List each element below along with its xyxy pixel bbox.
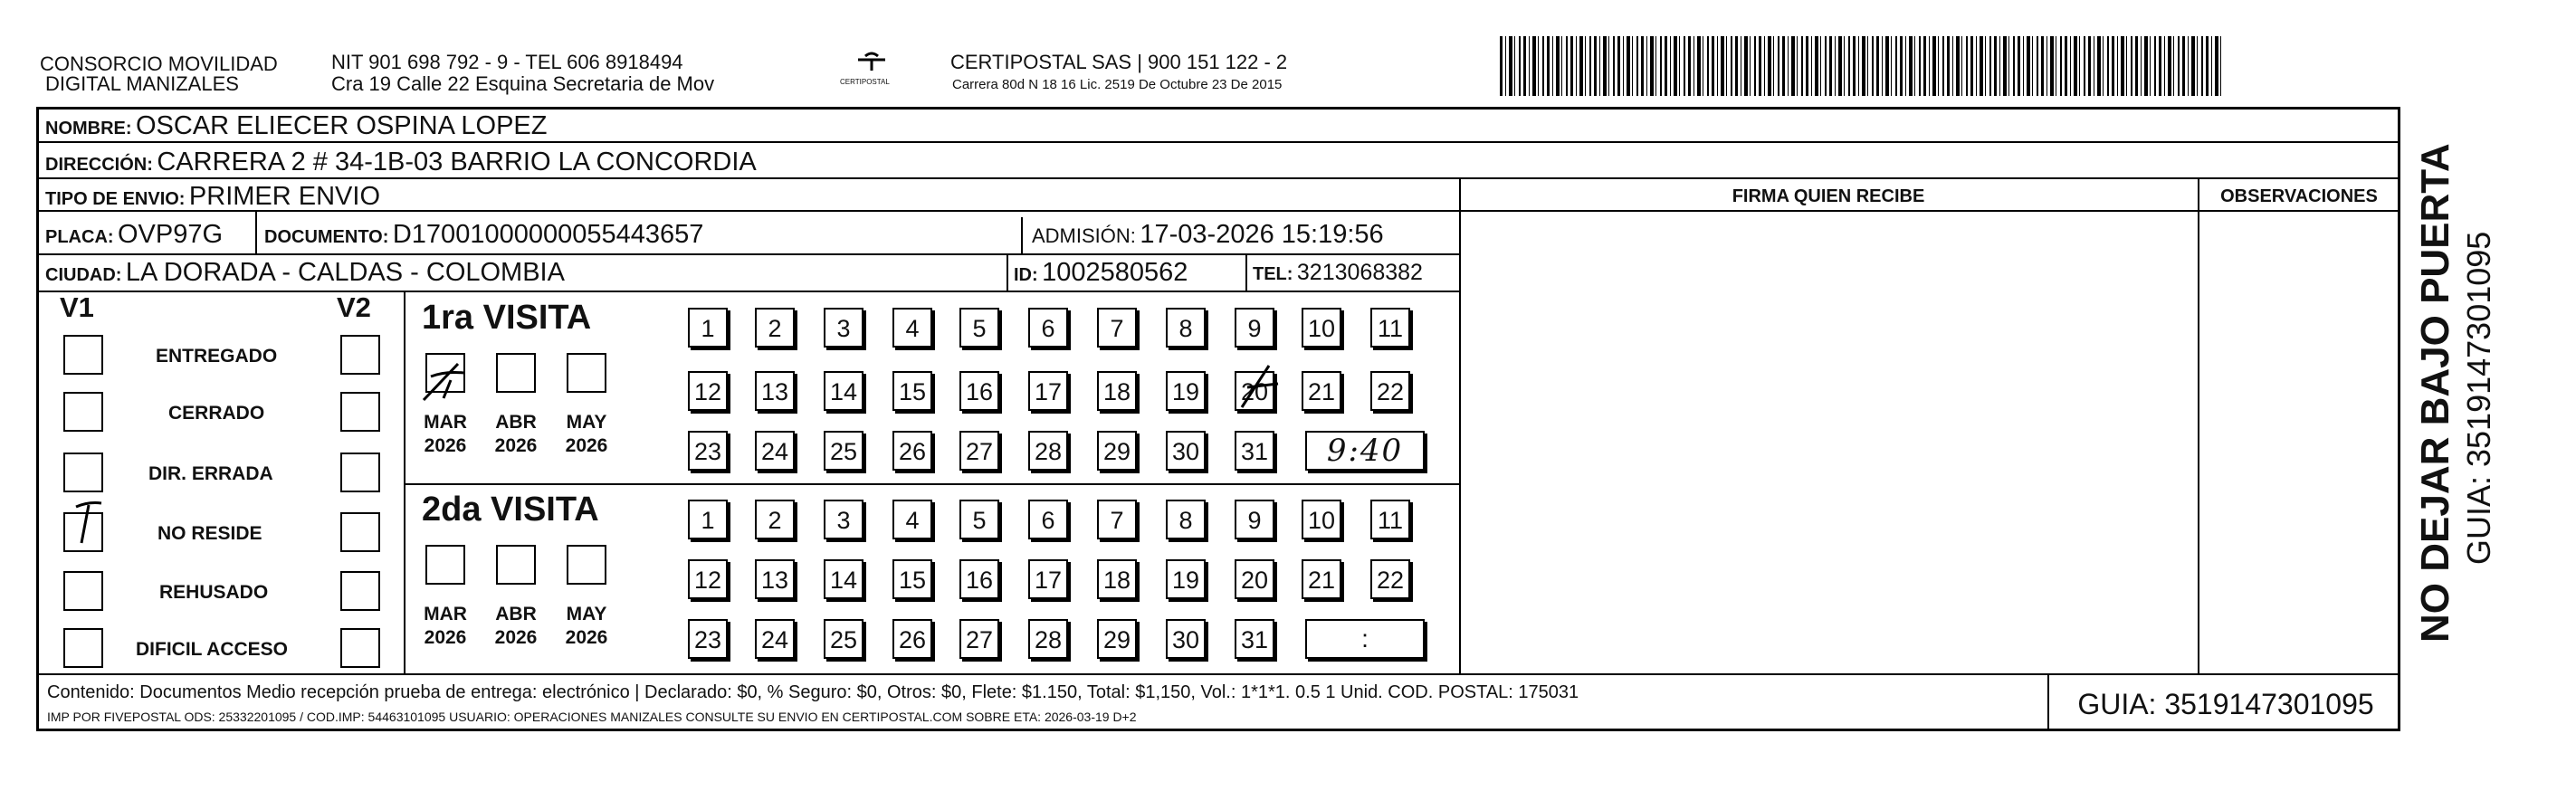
month-name: MAY (566, 412, 607, 433)
day-box-5[interactable]: 5 (959, 308, 999, 348)
month-name: MAR (424, 412, 467, 433)
day-box-23[interactable]: 23 (688, 431, 728, 471)
day-box-6[interactable]: 6 (1028, 308, 1068, 348)
month-checkbox-mar[interactable] (425, 545, 465, 585)
day-box-11[interactable]: 11 (1370, 308, 1410, 348)
march-check-mark (418, 358, 472, 407)
day-box-9[interactable]: 9 (1235, 308, 1274, 348)
admision-value: 17-03-2026 15:19:56 (1140, 220, 1384, 249)
nombre-row (45, 110, 547, 146)
footer-print-line: IMP POR FIVEPOSTAL ODS: 25332201095 / COD.IMP: 54463101095 USUARIO: OPERACIONES MANIZALES CONSULTE SU ENVIO EN CERTIPOSTAL.COM SOBRE ETA: 2026-03-19 D+2 (47, 710, 1137, 724)
day-box-5[interactable]: 5 (959, 500, 999, 539)
day-box-30[interactable]: 30 (1166, 619, 1206, 659)
day-box-4[interactable]: 4 (892, 308, 932, 348)
v2-checkbox[interactable] (340, 628, 380, 668)
month-label (559, 411, 614, 458)
placa-row (45, 219, 223, 254)
day-box-26[interactable]: 26 (892, 619, 932, 659)
second-visit-time: : (1361, 624, 1369, 653)
day-box-2[interactable]: 2 (755, 500, 795, 539)
month-name: ABR (495, 604, 537, 624)
day-box-17[interactable]: 17 (1028, 371, 1068, 411)
ciudad-value: LA DORADA - CALDAS - COLOMBIA (125, 258, 565, 287)
certipostal-logo (840, 51, 903, 92)
carrier-line: CERTIPOSTAL SAS | 900 151 122 - 2 (950, 51, 1288, 73)
day-box-12[interactable]: 12 (688, 559, 728, 599)
day-box-19[interactable]: 19 (1166, 371, 1206, 411)
month-year: 2026 (565, 435, 608, 456)
checklist-item-label: NO RESIDE (157, 523, 262, 544)
checklist-item-label: DIR. ERRADA (148, 463, 273, 484)
checklist-item-label: ENTREGADO (156, 346, 278, 367)
v1-checkbox[interactable] (63, 628, 103, 668)
day-box-11[interactable]: 11 (1370, 500, 1410, 539)
v2-checkbox[interactable] (340, 453, 380, 492)
v1-checkbox[interactable] (63, 571, 103, 611)
day-box-21[interactable]: 21 (1302, 371, 1341, 411)
day-box-1[interactable]: 1 (688, 500, 728, 539)
side-guia: GUIA: 3519147301095 (2460, 231, 2497, 565)
day-box-10[interactable]: 10 (1302, 500, 1341, 539)
day-box-1[interactable]: 1 (688, 308, 728, 348)
month-label (489, 603, 543, 650)
tel-row (1253, 257, 1423, 291)
day-box-31[interactable]: 31 (1235, 431, 1274, 471)
v1-checkbox[interactable] (63, 335, 103, 375)
v1-checkbox[interactable] (63, 453, 103, 492)
day-box-20[interactable]: 20 (1235, 371, 1274, 411)
day-box-15[interactable]: 15 (892, 371, 932, 411)
day-box-25[interactable]: 25 (824, 431, 863, 471)
day-box-9[interactable]: 9 (1235, 500, 1274, 539)
day-box-27[interactable]: 27 (959, 431, 999, 471)
month-checkbox-abr[interactable] (496, 353, 536, 393)
day-box-16[interactable]: 16 (959, 371, 999, 411)
tel-value: 3213068382 (1296, 260, 1423, 285)
v2-checkbox[interactable] (340, 571, 380, 611)
month-label (489, 411, 543, 458)
tipo-envio-row (45, 181, 380, 216)
company-nit: NIT 901 698 792 - 9 - TEL 606 8918494 (331, 51, 683, 73)
day-box-10[interactable]: 10 (1302, 308, 1341, 348)
day-box-22[interactable]: 22 (1370, 559, 1410, 599)
day-box-2[interactable]: 2 (755, 308, 795, 348)
first-visit-time: 9:40 (1326, 433, 1404, 469)
day-box-24[interactable]: 24 (755, 431, 795, 471)
day-box-3[interactable]: 3 (824, 500, 863, 539)
footer-content-line: Contenido: Documentos Medio recepción prueba de entrega: electrónico | Declarado: $0, % Seguro: $0, Otros: $0, Flete: $1.150, Total: $1,150, Vol.: 1*1*1. 0.5 1 Unid. COD. POSTAL: 175031 (47, 682, 1579, 702)
day-box-17[interactable]: 17 (1028, 559, 1068, 599)
day-box-21[interactable]: 21 (1302, 559, 1341, 599)
v2-checkbox[interactable] (340, 335, 380, 375)
day-box-29[interactable]: 29 (1097, 431, 1137, 471)
day-box-31[interactable]: 31 (1235, 619, 1274, 659)
checklist-item-label: CERRADO (168, 403, 265, 424)
v2-checkbox[interactable] (340, 392, 380, 432)
day-box-20[interactable]: 20 (1235, 559, 1274, 599)
month-year: 2026 (424, 627, 467, 648)
no-reside-check-mark (71, 496, 107, 547)
documento-label: DOCUMENTO: (264, 227, 389, 247)
day-box-18[interactable]: 18 (1097, 559, 1137, 599)
day-box-24[interactable]: 24 (755, 619, 795, 659)
shipment-barcode (1500, 36, 2224, 96)
tipo-envio-value: PRIMER ENVIO (188, 182, 381, 211)
documento-row (264, 219, 703, 254)
firma-header: FIRMA QUIEN RECIBE (1732, 186, 1925, 206)
day-box-14[interactable]: 14 (824, 371, 863, 411)
day-box-8[interactable]: 8 (1166, 308, 1206, 348)
id-label: ID: (1014, 265, 1038, 285)
month-label (418, 411, 472, 458)
second-visit-time-box[interactable] (1305, 619, 1425, 659)
day-box-28[interactable]: 28 (1028, 619, 1068, 659)
day-box-14[interactable]: 14 (824, 559, 863, 599)
company-name-line2: DIGITAL MANIZALES (45, 72, 239, 95)
logo-caption: CERTIPOSTAL (840, 78, 890, 86)
id-value: 1002580562 (1042, 258, 1188, 287)
placa-label: PLACA: (45, 227, 114, 247)
nombre-label: NOMBRE: (45, 119, 132, 138)
day-box-4[interactable]: 4 (892, 500, 932, 539)
direccion-label: DIRECCIÓN: (45, 155, 153, 175)
day-box-30[interactable]: 30 (1166, 431, 1206, 471)
day-box-23[interactable]: 23 (688, 619, 728, 659)
month-year: 2026 (424, 435, 467, 456)
month-checkbox-abr[interactable] (496, 545, 536, 585)
id-row (1014, 257, 1188, 292)
ciudad-row (45, 257, 565, 292)
direccion-row (45, 147, 757, 182)
month-year: 2026 (494, 627, 538, 648)
checklist-item-label: DIFICIL ACCESO (136, 639, 289, 660)
month-label (559, 603, 614, 650)
company-name-line1: CONSORCIO MOVILIDAD (40, 52, 278, 75)
month-checkbox-may[interactable] (567, 545, 606, 585)
day-box-29[interactable]: 29 (1097, 619, 1137, 659)
checklist-item-label: REHUSADO (159, 582, 269, 603)
v2-checkbox[interactable] (340, 512, 380, 552)
month-checkbox-may[interactable] (567, 353, 606, 393)
month-year: 2026 (565, 627, 608, 648)
first-visit-time-box[interactable] (1305, 431, 1425, 471)
day-box-26[interactable]: 26 (892, 431, 932, 471)
admision-label: ADMISIÓN: (1032, 224, 1136, 247)
admision-row (1032, 219, 1384, 254)
first-visit-title: 1ra VISITA (422, 299, 592, 337)
guia-number-box (2047, 677, 2402, 731)
observaciones-header: OBSERVACIONES (2220, 186, 2378, 206)
day-box-28[interactable]: 28 (1028, 431, 1068, 471)
month-name: ABR (495, 412, 537, 433)
day-box-7[interactable]: 7 (1097, 308, 1137, 348)
v1-checkbox[interactable] (63, 392, 103, 432)
ciudad-label: CIUDAD: (45, 265, 122, 285)
day-box-13[interactable]: 13 (755, 371, 795, 411)
day-box-16[interactable]: 16 (959, 559, 999, 599)
tel-label: TEL: (1253, 264, 1293, 284)
day-box-27[interactable]: 27 (959, 619, 999, 659)
day-box-12[interactable]: 12 (688, 371, 728, 411)
month-name: MAY (566, 604, 607, 624)
day-box-25[interactable]: 25 (824, 619, 863, 659)
guia-number: GUIA: 3519147301095 (2077, 688, 2374, 720)
day-box-7[interactable]: 7 (1097, 500, 1137, 539)
day-box-8[interactable]: 8 (1166, 500, 1206, 539)
day-box-15[interactable]: 15 (892, 559, 932, 599)
placa-value: OVP97G (118, 220, 224, 249)
direccion-value: CARRERA 2 # 34-1B-03 BARRIO LA CONCORDIA (157, 148, 757, 176)
documento-value: D17001000000055443657 (392, 220, 704, 249)
nombre-value: OSCAR ELIECER OSPINA LOPEZ (136, 111, 548, 140)
day-box-3[interactable]: 3 (824, 308, 863, 348)
month-year: 2026 (494, 435, 538, 456)
day-box-13[interactable]: 13 (755, 559, 795, 599)
v2-header: V2 (337, 291, 371, 323)
day-box-22[interactable]: 22 (1370, 371, 1410, 411)
carrier-address: Carrera 80d N 18 16 Lic. 2519 De Octubre 23 De 2015 (952, 77, 1283, 92)
month-label (418, 603, 472, 650)
month-name: MAR (424, 604, 467, 624)
company-address: Cra 19 Calle 22 Esquina Secretaria de Mov (331, 72, 715, 95)
day-20-strike-mark (1238, 362, 1283, 413)
second-visit-title: 2da VISITA (422, 491, 599, 529)
tipo-envio-label: TIPO DE ENVIO: (45, 189, 186, 209)
day-box-18[interactable]: 18 (1097, 371, 1137, 411)
side-warning: NO DEJAR BAJO PUERTA (2413, 143, 2457, 643)
day-box-19[interactable]: 19 (1166, 559, 1206, 599)
day-box-6[interactable]: 6 (1028, 500, 1068, 539)
v1-header: V1 (60, 291, 94, 323)
